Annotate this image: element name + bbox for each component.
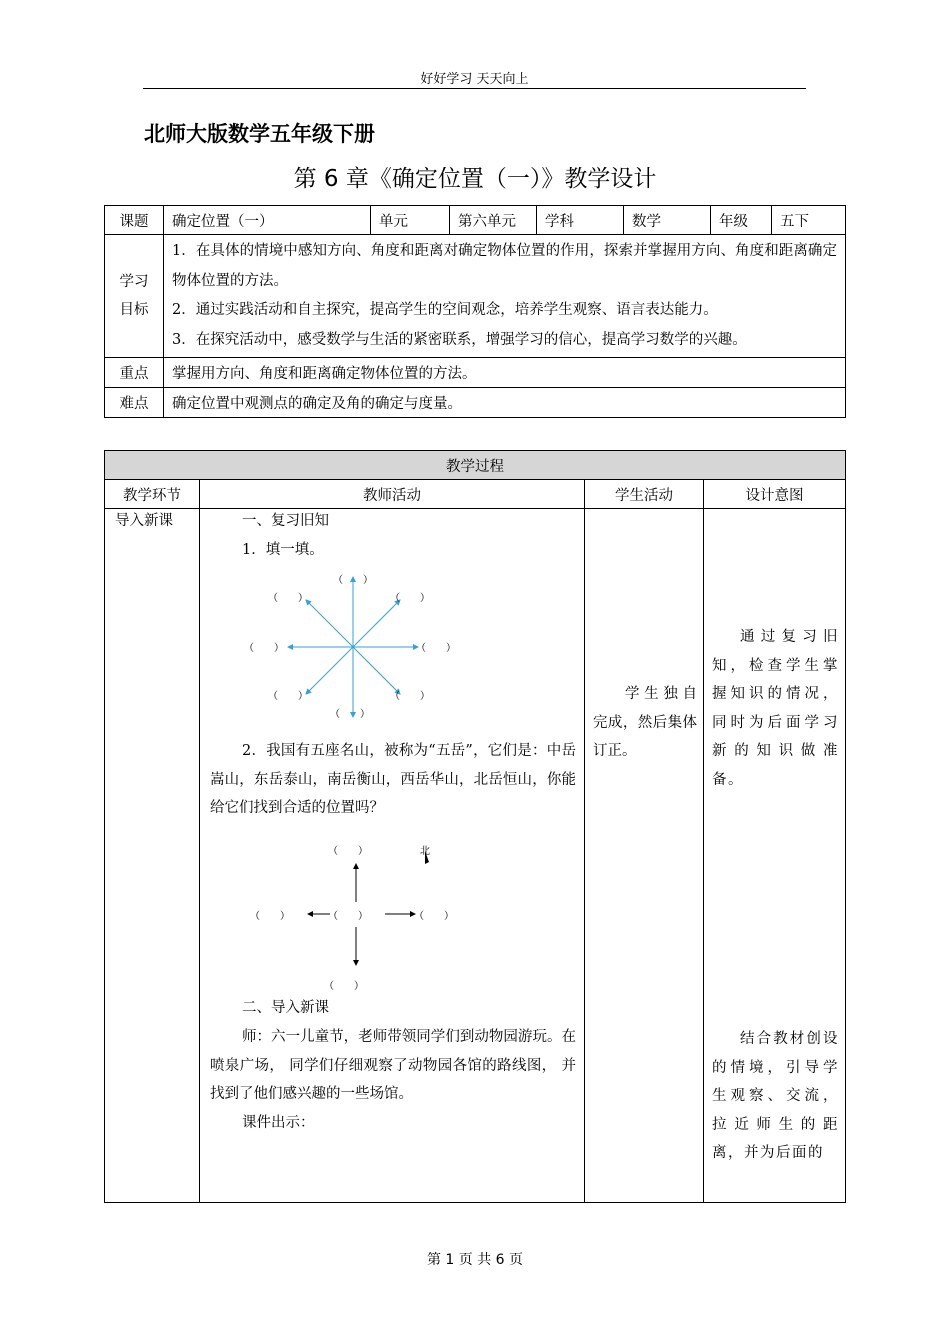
goal-2: 2．通过实践活动和自主探究，提高学生的空间观念，培养学生观察、语言表达能力。 xyxy=(172,302,718,318)
column-header-teacher: 教师活动 xyxy=(200,480,585,509)
unit-value: 第六单元 xyxy=(450,206,537,235)
unit-label: 单元 xyxy=(371,206,450,235)
blank-northeast: （ ） xyxy=(390,593,430,604)
blank-mountain-center: （ ） xyxy=(328,911,368,922)
blank-south: （ ） xyxy=(330,709,370,720)
goals-list xyxy=(164,235,846,358)
process-table xyxy=(104,450,846,1203)
column-header-stage: 教学环节 xyxy=(105,480,200,509)
intent-2: 结合教材创设的情境，引导学生观察、交流，拉近师生的距离，并为后面的 xyxy=(712,1031,839,1161)
stage-cell xyxy=(105,509,200,1203)
column-header-student: 学生活动 xyxy=(585,480,704,509)
blank-mountain-west: （ ） xyxy=(250,911,290,922)
student-activity: 学生独自完成，然后集体订正。 xyxy=(593,686,697,759)
blank-west: （ ） xyxy=(244,643,284,654)
review-heading: 一、复习旧知 xyxy=(242,513,329,529)
stage-name: 导入新课 xyxy=(115,513,173,529)
document-title: 第 6 章《确定位置（一）》教学设计 xyxy=(293,166,657,192)
difficult-point: 确定位置中观测点的确定及角的确定与度量。 xyxy=(164,388,846,418)
blank-southwest: （ ） xyxy=(268,691,308,702)
question-1: 1．填一填。 xyxy=(242,542,324,558)
process-title: 教学过程 xyxy=(105,451,846,480)
intent-1: 通过复习旧知，检查学生掌握知识的情况，同时为后面学习新的知识做准备。 xyxy=(712,629,839,788)
student-activity-cell xyxy=(585,509,704,1203)
topic-label: 课题 xyxy=(105,206,164,235)
key-point: 掌握用方向、角度和距离确定物体位置的方法。 xyxy=(164,358,846,388)
blank-northwest: （ ） xyxy=(268,593,308,604)
blank-east: （ ） xyxy=(416,643,456,654)
goals-label: 学习 目标 xyxy=(105,235,164,358)
intent-cell xyxy=(704,509,846,1203)
blank-southeast: （ ） xyxy=(390,691,430,702)
info-table xyxy=(104,205,846,418)
header-rule xyxy=(143,88,806,89)
goal-3: 3．在探究活动中，感受数学与生活的紧密联系，增强学习的信心，提高学习数学的兴趣。 xyxy=(172,331,747,348)
goal-1: 1．在具体的情境中感知方向、角度和距离对确定物体位置的作用，探索并掌握用方向、角度和距离确定物体位置的方法。 xyxy=(172,243,837,289)
series-title: 北师大版数学五年级下册 xyxy=(144,122,375,146)
blank-mountain-south: （ ） xyxy=(324,981,364,992)
teacher-talk: 师：六一儿童节，老师带领同学们到动物园游玩。在喷泉广场， 同学们仔细观察了动物园各馆的路线图， 并找到了他们感兴趣的一些场馆。 xyxy=(210,1029,576,1102)
intro-heading: 二、导入新课 xyxy=(242,1000,329,1016)
column-header-intent: 设计意图 xyxy=(704,480,846,509)
blank-mountain-east: （ ） xyxy=(414,911,454,922)
teacher-activity-cell xyxy=(200,509,585,1203)
blank-north: （ ） xyxy=(333,575,373,586)
grade-label: 年级 xyxy=(711,206,772,235)
difficult-label: 难点 xyxy=(105,388,164,418)
topic-value: 确定位置（一） xyxy=(164,206,371,235)
page-footer: 第 1 页 共 6 页 xyxy=(426,1252,524,1268)
grade-value: 五下 xyxy=(772,206,846,235)
subject-value: 数学 xyxy=(624,206,711,235)
subject-label: 学科 xyxy=(537,206,624,235)
question-2: 2．我国有五座名山，被称为“五岳”，它们是：中岳嵩山，东岳泰山，南岳衡山，西岳华山，北岳恒山，你能给它们找到合适的位置吗？ xyxy=(210,743,576,816)
page-header: 好好学习 天天向上 xyxy=(420,72,529,87)
courseware-label: 课件出示： xyxy=(242,1115,315,1131)
key-label: 重点 xyxy=(105,358,164,388)
blank-mountain-north: （ ） xyxy=(328,846,368,857)
north-label: 北 xyxy=(420,846,430,857)
